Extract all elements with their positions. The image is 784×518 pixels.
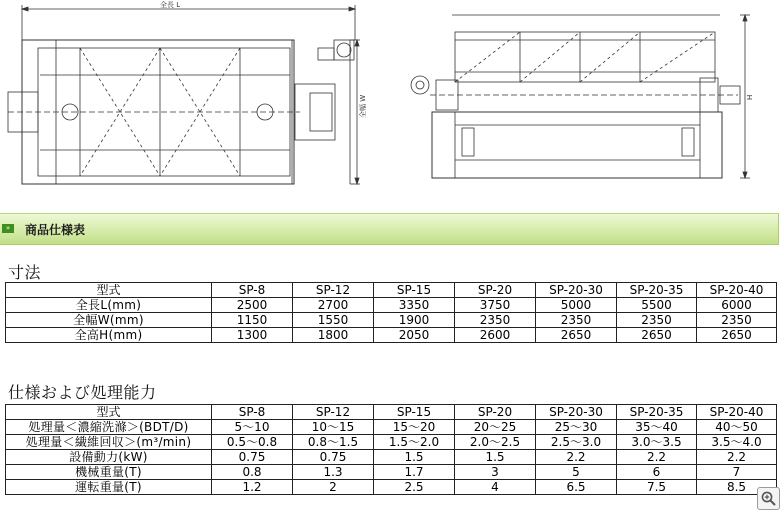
table-header-row: [6, 405, 777, 420]
table-row: [6, 420, 777, 435]
table-cell: 1150: [212, 313, 293, 328]
table-cell: 2350: [697, 313, 777, 328]
table-cell: 1.5: [374, 450, 455, 465]
table-cell: 1.7: [374, 465, 455, 480]
table-cell: 2.0〜2.5: [455, 435, 536, 450]
table-cell: 0.75: [293, 450, 374, 465]
header-cell: SP-15: [374, 283, 455, 298]
table-cell: 0.5〜0.8: [212, 435, 293, 450]
row-label: 全高H(mm): [6, 328, 212, 343]
table-cell: 20〜25: [455, 420, 536, 435]
table-cell: 10〜15: [293, 420, 374, 435]
table-cell: 2.2: [617, 450, 697, 465]
banner-title: 商品仕様表: [25, 223, 86, 237]
table-cell: 4: [455, 480, 536, 495]
row-label: 運転重量(T): [6, 480, 212, 495]
header-cell: SP-20-35: [617, 283, 697, 298]
table-cell: 5: [536, 465, 617, 480]
table-cell: 3: [455, 465, 536, 480]
table-row: [6, 328, 777, 343]
row-label: 設備動力(kW): [6, 450, 212, 465]
table-cell: 2.5〜3.0: [536, 435, 617, 450]
table-cell: 7.5: [617, 480, 697, 495]
table-cell: 2: [293, 480, 374, 495]
table-cell: 2350: [536, 313, 617, 328]
table-cell: 3.0〜3.5: [617, 435, 697, 450]
table-row: [6, 480, 777, 495]
header-cell: SP-20-30: [536, 283, 617, 298]
header-cell: SP-12: [293, 283, 374, 298]
table-cell: 40〜50: [697, 420, 777, 435]
table-cell: 0.75: [212, 450, 293, 465]
header-cell: SP-20: [455, 405, 536, 420]
table-cell: 1800: [293, 328, 374, 343]
header-cell: SP-20-35: [617, 405, 697, 420]
row-label: 処理量＜繊維回収＞(m³/min): [6, 435, 212, 450]
header-cell: SP-8: [212, 405, 293, 420]
length-label: 全長 L: [160, 1, 181, 9]
header-cell: 型式: [6, 283, 212, 298]
table-row: [6, 465, 777, 480]
table-cell: 1550: [293, 313, 374, 328]
table-cell: 0.8〜1.5: [293, 435, 374, 450]
header-cell: SP-20: [455, 283, 536, 298]
dimensions-table: [5, 282, 777, 343]
table-cell: 6.5: [536, 480, 617, 495]
table-cell: 1900: [374, 313, 455, 328]
header-cell: SP-20-40: [697, 405, 777, 420]
table-cell: 7: [697, 465, 777, 480]
capacity-table: [5, 404, 777, 495]
header-cell: 型式: [6, 405, 212, 420]
table-cell: 2.2: [697, 450, 777, 465]
table-cell: 1300: [212, 328, 293, 343]
table-cell: 2350: [455, 313, 536, 328]
top-view-drawing: [8, 5, 360, 184]
table-cell: 5000: [536, 298, 617, 313]
table-cell: 35〜40: [617, 420, 697, 435]
table-cell: 1.5〜2.0: [374, 435, 455, 450]
height-label: H: [746, 94, 754, 100]
header-cell: SP-12: [293, 405, 374, 420]
table-cell: 2600: [455, 328, 536, 343]
table-cell: 6000: [697, 298, 777, 313]
table-cell: 1.2: [212, 480, 293, 495]
row-label: 機械重量(T): [6, 465, 212, 480]
table-row: [6, 450, 777, 465]
table-cell: 2.5: [374, 480, 455, 495]
table-cell: 2500: [212, 298, 293, 313]
magnifier-plus-icon: [760, 490, 777, 507]
table-cell: 5500: [617, 298, 697, 313]
table-cell: 8.5: [697, 480, 777, 495]
capacity-title: 仕様および処理能力: [8, 383, 157, 402]
spec-banner: [0, 213, 779, 245]
table-cell: 3350: [374, 298, 455, 313]
row-label: 全長L(mm): [6, 298, 212, 313]
table-cell: 1.3: [293, 465, 374, 480]
table-cell: 25〜30: [536, 420, 617, 435]
table-row: [6, 298, 777, 313]
side-view-drawing: [411, 15, 750, 178]
technical-drawings: [0, 0, 784, 200]
table-cell: 2700: [293, 298, 374, 313]
table-cell: 2650: [536, 328, 617, 343]
header-cell: SP-15: [374, 405, 455, 420]
table-cell: 2650: [617, 328, 697, 343]
width-label: 全幅 W: [359, 94, 367, 118]
table-row: [6, 435, 777, 450]
table-row: [6, 313, 777, 328]
table-cell: 2050: [374, 328, 455, 343]
table-cell: 6: [617, 465, 697, 480]
table-header-row: [6, 283, 777, 298]
table-cell: 5〜10: [212, 420, 293, 435]
table-cell: 3.5〜4.0: [697, 435, 777, 450]
table-cell: 3750: [455, 298, 536, 313]
banner-marker: »: [2, 224, 14, 233]
table-cell: 0.8: [212, 465, 293, 480]
row-label: 全幅W(mm): [6, 313, 212, 328]
table-cell: 1.5: [455, 450, 536, 465]
header-cell: SP-20-40: [697, 283, 777, 298]
header-cell: SP-8: [212, 283, 293, 298]
table-cell: 2650: [697, 328, 777, 343]
row-label: 処理量＜濃縮洗滌＞(BDT/D): [6, 420, 212, 435]
header-cell: SP-20-30: [536, 405, 617, 420]
zoom-button[interactable]: [757, 487, 780, 510]
table-cell: 2350: [617, 313, 697, 328]
dimensions-title: 寸法: [8, 263, 42, 282]
table-cell: 15〜20: [374, 420, 455, 435]
table-cell: 2.2: [536, 450, 617, 465]
